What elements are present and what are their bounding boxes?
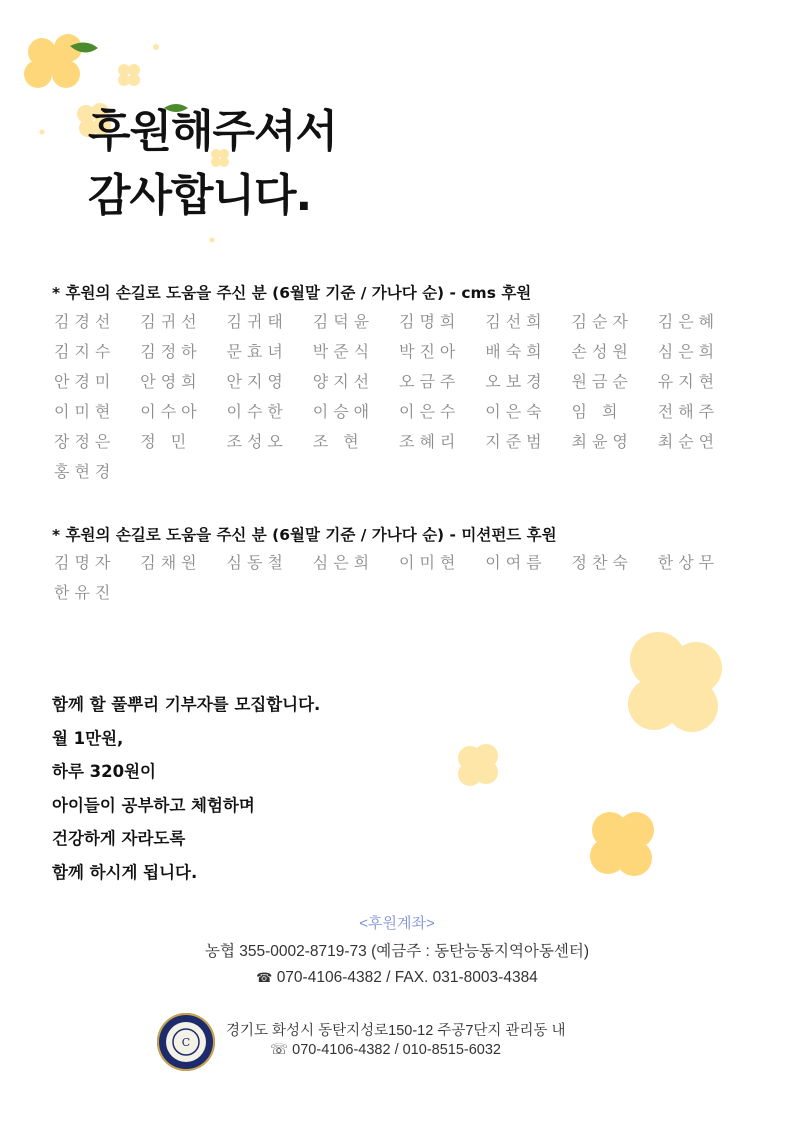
center-phone-text: 070-4106-4382 / 010-8515-6032 [292, 1042, 501, 1058]
message-line: 하루 320원이 [52, 762, 156, 782]
donor-name: 이승애 [312, 402, 375, 421]
donor-name: 양지선 [312, 372, 375, 391]
donor-name: 김명자 [54, 553, 116, 572]
phone-fax-text: 070-4106-4382 / FAX. 031-8003-4384 [276, 969, 538, 986]
recruitment-message [52, 688, 320, 890]
donor-name: 김채원 [140, 553, 202, 572]
donor-name: 전해주 [657, 402, 720, 421]
donor-name: 조혜리 [399, 432, 461, 451]
donor-name: 오금주 [399, 372, 461, 391]
donor-name: 안영희 [140, 372, 202, 391]
donor-name: 심은희 [657, 342, 720, 361]
title-line-1: 후원해주셔서 [88, 106, 338, 157]
donor-name: 이수한 [226, 402, 288, 421]
donor-name: 조성오 [226, 432, 288, 451]
donor-name: 심동철 [226, 553, 288, 572]
donor-name: 심은희 [312, 553, 375, 572]
donor-name: 이은수 [399, 402, 461, 421]
donor-name: 김정하 [140, 342, 202, 361]
bank-account: 농협 355-0002-8719-73 (예금주 : 동탄능동지역아동센터) [204, 943, 589, 960]
donor-name: 이미현 [399, 553, 461, 572]
cms-donors-heading: * 후원의 손길로 도움을 주신 분 (6월말 기준 / 가나다 순) - cms 후원 [52, 284, 532, 302]
donor-name: 홍현경 [54, 462, 116, 481]
donor-name: 조 현 [312, 432, 364, 451]
cms-donor-list [54, 308, 744, 486]
donor-name: 김덕윤 [312, 312, 375, 331]
donor-name: 문효녀 [226, 342, 288, 361]
donor-name: 김귀선 [140, 312, 202, 331]
donor-name: 오보경 [485, 372, 547, 391]
donor-name: 김순자 [571, 312, 633, 331]
mission-donor-list [54, 549, 744, 607]
center-phone [270, 1042, 501, 1058]
donor-name: 김선희 [485, 312, 547, 331]
message-line: 함께 하시게 됩니다. [52, 862, 198, 882]
message-line: 건강하게 자라도록 [52, 829, 186, 849]
center-address: 경기도 화성시 동탄지성로150-12 주공7단지 관리동 내 [226, 1023, 566, 1039]
donor-name: 이여름 [485, 553, 547, 572]
account-heading: <후원계좌> [359, 915, 435, 932]
mission-donors-heading: * 후원의 손길로 도움을 주신 분 (6월말 기준 / 가나다 순) - 미션펀드 후원 [52, 526, 557, 544]
donor-name: 김귀태 [226, 312, 288, 331]
donor-name: 김은혜 [657, 312, 720, 331]
donor-name: 박진아 [399, 342, 461, 361]
donor-name: 최윤영 [571, 432, 633, 451]
message-line: 월 1만원, [52, 728, 124, 748]
donor-name: 김명희 [399, 312, 461, 331]
donor-name: 배숙희 [485, 342, 547, 361]
donor-name: 안경미 [54, 372, 116, 391]
donor-name: 이은숙 [485, 402, 547, 421]
telephone-icon: ☎ [256, 970, 273, 985]
donor-name: 정 민 [140, 432, 192, 451]
donor-name: 한상무 [657, 553, 720, 572]
center-logo [157, 1013, 215, 1071]
donor-name: 지준범 [485, 432, 547, 451]
donor-name: 원금순 [571, 372, 633, 391]
telephone-outline-icon: ☏ [270, 1042, 289, 1058]
title-line-2: 감사합니다. [88, 170, 312, 221]
donor-name: 이미현 [54, 402, 116, 421]
donor-name: 안지영 [226, 372, 288, 391]
donor-name: 한유진 [54, 583, 116, 602]
donor-name: 최순연 [657, 432, 720, 451]
donor-name: 김경선 [54, 312, 116, 331]
donor-name: 손성원 [571, 342, 633, 361]
donor-name: 임 희 [571, 402, 623, 421]
flower-decoration-right [440, 620, 740, 900]
donor-name: 유지현 [657, 372, 720, 391]
message-line: 함께 할 풀뿌리 기부자를 모집합니다. [52, 695, 321, 714]
page-title [88, 100, 337, 228]
donor-name: 박준식 [312, 342, 375, 361]
donor-name: 장정은 [54, 432, 116, 451]
donor-name: 이수아 [140, 402, 202, 421]
contact-phone-fax [0, 969, 794, 987]
donor-name: 김지수 [54, 342, 116, 361]
message-line: 아이들이 공부하고 체험하며 [52, 795, 255, 815]
svg-text:C: C [181, 1036, 191, 1049]
donor-name: 정찬숙 [571, 553, 633, 572]
